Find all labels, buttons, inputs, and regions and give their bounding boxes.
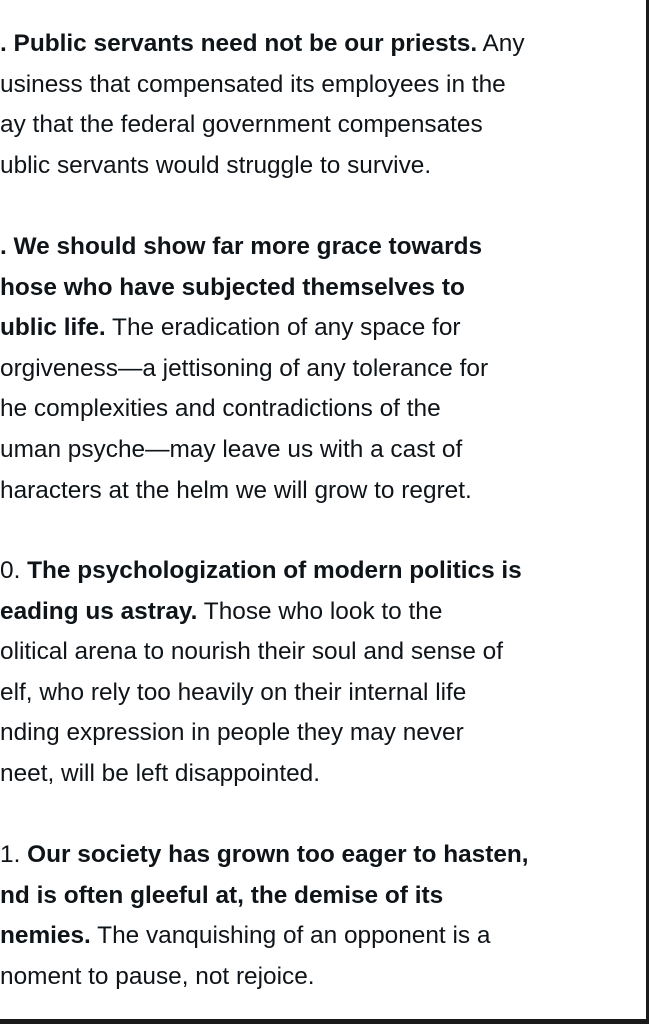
text-line <box>0 876 640 917</box>
text-line <box>0 389 640 430</box>
text-line <box>0 673 640 714</box>
text-run: The vanquishing of an opponent is a <box>90 922 491 950</box>
bold-text-run: Our society has grown too eager to hasten, <box>27 841 529 868</box>
bold-text-run: hose who have subjected themselves to <box>0 273 465 301</box>
text-line <box>0 916 640 957</box>
text-line <box>0 551 640 592</box>
text-line <box>0 24 640 65</box>
text-run: haracters at the helm we will grow to regret. <box>0 476 472 504</box>
text-run: noment to pause, not rejoice. <box>0 962 315 990</box>
text-run: 0. <box>0 557 28 584</box>
text-line <box>0 835 640 876</box>
text-run: Those who look to the <box>197 597 443 625</box>
screen-edge-bottom <box>0 1019 649 1024</box>
numbered-item <box>0 24 640 186</box>
text-run: uman psyche—may leave us with a cast of <box>0 435 463 463</box>
text-run: usiness that compensated its employees in the <box>0 70 506 98</box>
bold-text-run: nd is often gleeful at, the demise of its <box>0 881 444 909</box>
text-run: elf, who rely too heavily on their internal life <box>0 678 467 706</box>
text-run: orgiveness—a jettisoning of any tolerance for <box>0 354 489 382</box>
bold-text-run: . We should show far more grace towards <box>0 233 483 260</box>
bold-text-run: eading us astray. <box>0 597 198 625</box>
text-line <box>0 471 640 512</box>
numbered-item <box>0 227 640 511</box>
text-run: ublic servants would struggle to survive. <box>0 151 432 179</box>
text-line <box>0 957 640 998</box>
text-line <box>0 308 640 349</box>
bold-text-run: . Public servants need not be our priests. <box>0 30 478 57</box>
text-line <box>0 146 640 187</box>
text-line <box>0 227 640 268</box>
numbered-item <box>0 835 640 997</box>
bold-text-run: ublic life. <box>0 314 106 342</box>
text-line <box>0 349 640 390</box>
text-run: The eradication of any space for <box>105 314 461 342</box>
numbered-item <box>0 551 640 795</box>
text-run: 1. <box>0 841 28 868</box>
text-line <box>0 65 640 106</box>
text-run: neet, will be left disappointed. <box>0 759 320 787</box>
text-run: he complexities and contradictions of the <box>0 395 441 423</box>
text-run: ay that the federal government compensates <box>0 111 483 139</box>
text-line <box>0 632 640 673</box>
text-run: olitical arena to nourish their soul and sense of <box>0 638 504 666</box>
text-line <box>0 713 640 754</box>
text-line <box>0 105 640 146</box>
text-line <box>0 592 640 633</box>
bold-text-run: The psychologization of modern politics is <box>27 557 522 584</box>
bold-text-run: nemies. <box>0 922 91 950</box>
text-run: nding expression in people they may never <box>0 719 464 747</box>
text-line <box>0 754 640 795</box>
text-line <box>0 268 640 309</box>
text-line <box>0 430 640 471</box>
text-run: Any <box>477 30 525 57</box>
